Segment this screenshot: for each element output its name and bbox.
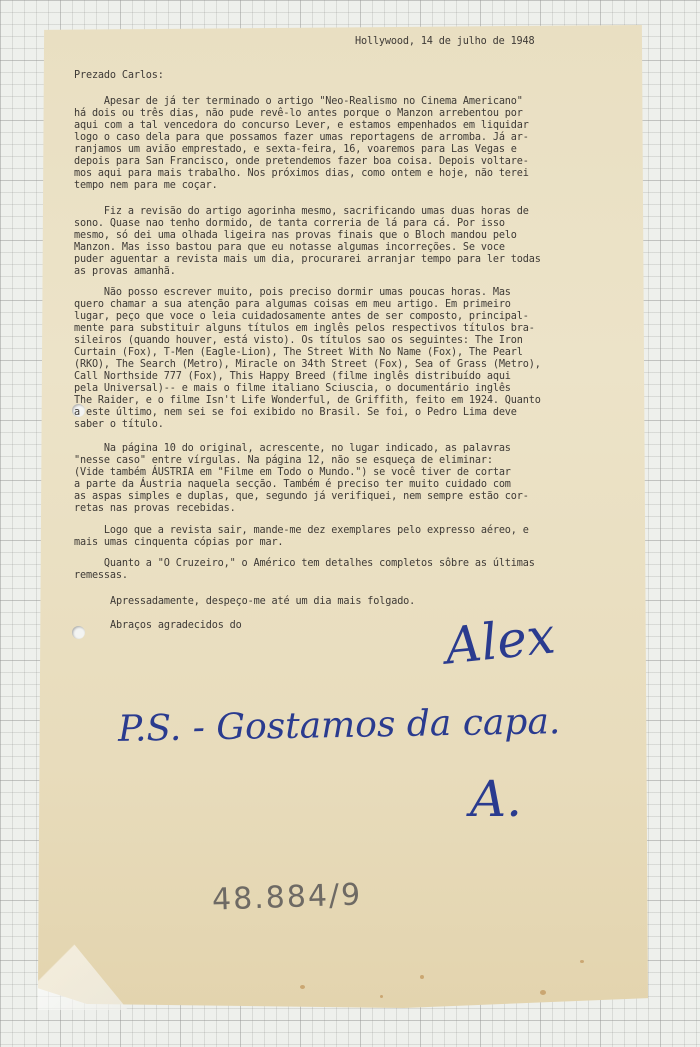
punch-hole: [72, 626, 85, 639]
paper-stain: [540, 990, 546, 995]
paper-stain: [420, 975, 424, 979]
pencil-archive-number: 48.884/9: [211, 877, 363, 918]
paper-stain: [580, 960, 584, 963]
handwritten-initial: A.: [470, 770, 523, 828]
paragraph-5: Logo que a revista sair, mande-me dez exemplares pelo expresso aéreo, e mais umas cinquenta cópias por mar.: [74, 525, 529, 548]
paragraph-2: Fiz a revisão do artigo agorinha mesmo, sacrificando umas duas horas de sono. Quase nao tenho dormido, de tanta correria de lá para cá. Por isso mesmo, só dei uma olhada ligeira nas provas finais que o Bloch mandou pelo Manzon. Mas isso bastou para que eu notasse algumas incorreções. Se voce puder aguentar a revista mais um dia, procurarei arranjar tempo para ler todas as provas amanhã.: [74, 206, 541, 277]
paper-stain: [300, 985, 305, 989]
letter-date: Hollywood, 14 de julho de 1948: [355, 36, 535, 47]
closing-line: Apressadamente, despeço-me até um dia mais folgado.: [110, 596, 416, 607]
sign-off: Abraços agradecidos do: [110, 620, 242, 631]
paragraph-1: Apesar de já ter terminado o artigo "Neo-Realismo no Cinema Americano" há dois ou três dias, não pude revê-lo antes porque o Manzon arrebentou por aqui com a tal vencedora do concurso Lever, e estamos empenhados em liquidar logo o caso dela para que possamos fazer umas reportagens de arromba. Já ar- ranjamos um avião emprestado, e sexta-feira, 16, voaremos para Las Vegas e depois para San Francisco, onde pretendemos fazer boa coisa. Depois voltare- mos aqui para mais trabalho. Nos próximos dias, como ontem e hoje, não terei tempo nem para me coçar.: [74, 96, 529, 191]
salutation: Prezado Carlos:: [74, 70, 164, 81]
handwritten-signature: Alex: [442, 606, 558, 676]
paragraph-6: Quanto a "O Cruzeiro," o Américo tem detalhes completos sôbre as últimas remessas.: [74, 558, 535, 581]
paper-stain: [380, 995, 383, 998]
paragraph-3: Não posso escrever muito, pois preciso dormir umas poucas horas. Mas quero chamar a sua atenção para algumas coisas em meu artigo. Em primeiro lugar, peço que voce o leia cuidadosamente antes de ser composto, principal- mente para substituir alguns títulos em inglês pelos respectivos títulos bra- sileiros (quando houver, está visto). Os títulos sao os seguintes: The Iron Curtain (Fox), T-Men (Eagle-Lion), The Street With No Name (Fox), The Pearl (RKO), The Search (Metro), Miracle on 34th Street (Fox), Sea of Grass (Metro), Call Northside 777 (Fox), This Happy Breed (filme inglês distribuído aqui pela Universal)-- e mais o filme italiano Sciuscia, o documentário inglês The Raider, e o filme Isn't Life Wonderful, de Griffith, feito em 1924. Quanto a este último, nem sei se foi exibido no Brasil. Se foi, o Pedro Lima deve saber o título.: [74, 287, 541, 430]
paragraph-4: Na página 10 do original, acrescente, no lugar indicado, as palavras "nesse caso" entre vírgulas. Na página 12, não se esqueça de eliminar: (Vide também ÁUSTRIA em "Filme em Todo o Mundo.") se você tiver de cortar a parte da Áustria naquela secção. Também é preciso ter muito cuidado com as aspas simples e duplas, que, segundo já verifiquei, nem sempre estão cor- retas nas provas recebidas.: [74, 443, 529, 514]
handwritten-postscript: P.S. - Gostamos da capa.: [117, 701, 561, 750]
